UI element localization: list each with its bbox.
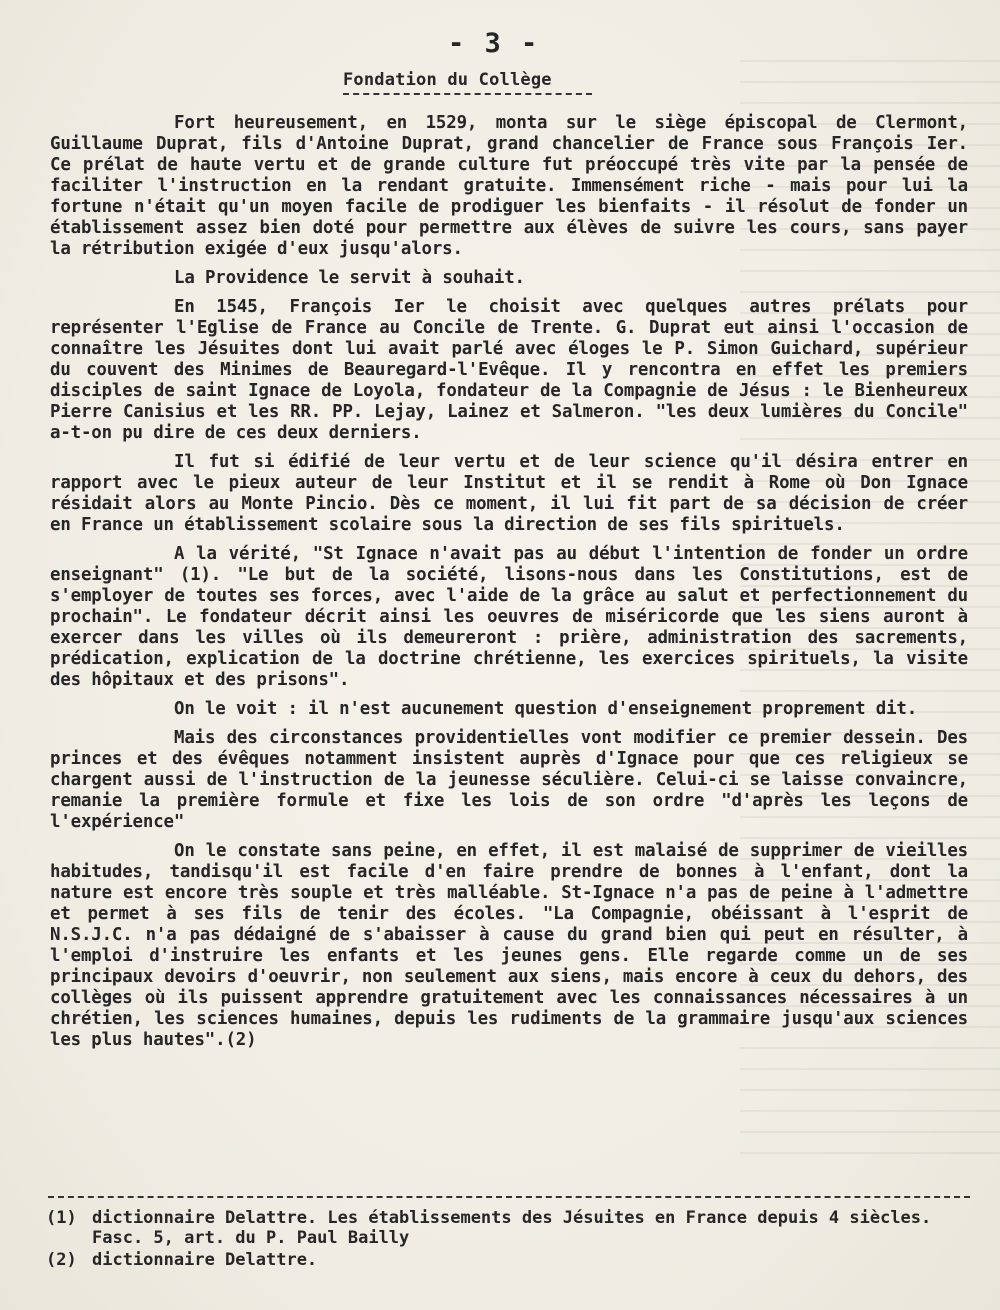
paragraph-3: En 1545, François Ier le choisit avec quelques autres prélats pour représenter l'Eglise de France au Concile de Trente. G. Duprat eut ainsi l'occasion de connaître les Jésuites dont lui avait parlé avec éloges le P. Simon Guichard, supérieur du couvent des Minimes de Beauregard-l'Evêque. Il y rencontra en effet les premiers disciples de saint Ignace de Loyola, fondateur de la Compagnie de Jésus : le Bienheureux Pierre Canisius et les RR. PP. Lejay, Lainez et Salmeron. "les deux lumières du Concile" a-t-on pu dire de ces deux derniers. <box>50 297 968 443</box>
paragraph-5: A la vérité, "St Ignace n'avait pas au début l'intention de fonder un ordre enseignant" (1). "Le but de la société, lisons-nous dans les Constitutions, est de s'employer de toutes ses forces, avec l'aide de la grâce au salut et perfectionnement du prochain". Le fondateur décrit ainsi les oeuvres de miséricorde que les siens auront à exercer dans les villes où ils demeureront : prière, administration des sacrements, prédication, explication de la doctrine chrétienne, les exercices spirituels, la visite des hôpitaux et des prisons". <box>50 544 968 690</box>
footnote-2 <box>46 1250 971 1270</box>
paragraph-1: Fort heureusement, en 1529, monta sur le siège épiscopal de Clermont, Guillaume Duprat, fils d'Antoine Duprat, grand chancelier de France sous François Ier. Ce prélat de haute vertu et de grande culture fut préoccupé très vite par la pensée de faciliter l'instruction en la rendant gratuite. Immensément riche - mais pour lui la fortune n'était qu'un moyen facile de prodiguer les bienfaits - il résolut de fonder un établissement assez bien doté pour permettre aux élèves de suivre les cours, sans payer la rétribution exigée d'eux jusqu'alors. <box>50 113 968 259</box>
section-title: Fondation du Collège <box>343 70 552 90</box>
paragraph-2: La Providence le servit à souhait. <box>174 268 525 288</box>
footnote-separator <box>48 1196 970 1198</box>
footnote-1 <box>46 1208 971 1248</box>
footnote-text: dictionnaire Delattre. Les établissements des Jésuites en France depuis 4 siècles. Fasc. 5, art. du P. Paul Bailly <box>92 1208 932 1248</box>
footnote-mark: (1) <box>46 1208 77 1228</box>
footnote-text: dictionnaire Delattre. <box>92 1250 318 1270</box>
title-underline <box>343 93 592 95</box>
footnote-mark: (2) <box>46 1250 77 1270</box>
paragraph-8: On le constate sans peine, en effet, il est malaisé de supprimer de vieilles habitudes, tandisqu'il est facile d'en faire prendre de bonnes à l'enfant, dont la nature est encore très souple et très malléable. St-Ignace n'a pas de peine à l'admettre et permet à ses fils de tenir des écoles. "La Compagnie, obéissant à l'esprit de N.S.J.C. n'a pas dédaigné de s'abaisser à cause du grand bien qui peut en résulter, à l'emploi d'instruire les enfants et les jeunes gens. Elle regarde comme un de ses principaux devoirs d'oeuvrir, non seulement aux siens, mais encore à ceux du dehors, des collèges où ils puissent apprendre gratuitement avec les connaissances nécessaires à un chrétien, les sciences humaines, depuis les rudiments de la grammaire jusqu'aux sciences les plus hautes".(2) <box>50 841 968 1050</box>
body-text <box>50 113 968 1051</box>
paragraph-4: Il fut si édifié de leur vertu et de leur science qu'il désira entrer en rapport avec le pieux auteur de leur Institut et il se rendit à Rome où Don Ignace résidait alors au Monte Pincio. Dès ce moment, il lui fit part de sa décision de créer en France un établissement scolaire sous la direction de ses fils spirituels. <box>50 452 968 535</box>
page-number: - 3 - <box>448 28 540 59</box>
paragraph-7: Mais des circonstances providentielles vont modifier ce premier dessein. Des princes et des évêques notamment insistent auprès d'Ignace pour que ces religieux se chargent aussi de l'instruction de la jeunesse séculière. Celui-ci se laisse convaincre, remanie la première formule et fixe les lois de son ordre "d'après les leçons de l'expérience" <box>50 728 968 832</box>
footnotes <box>46 1208 971 1272</box>
paragraph-6: On le voit : il n'est aucunement question d'enseignement proprement dit. <box>174 699 918 719</box>
